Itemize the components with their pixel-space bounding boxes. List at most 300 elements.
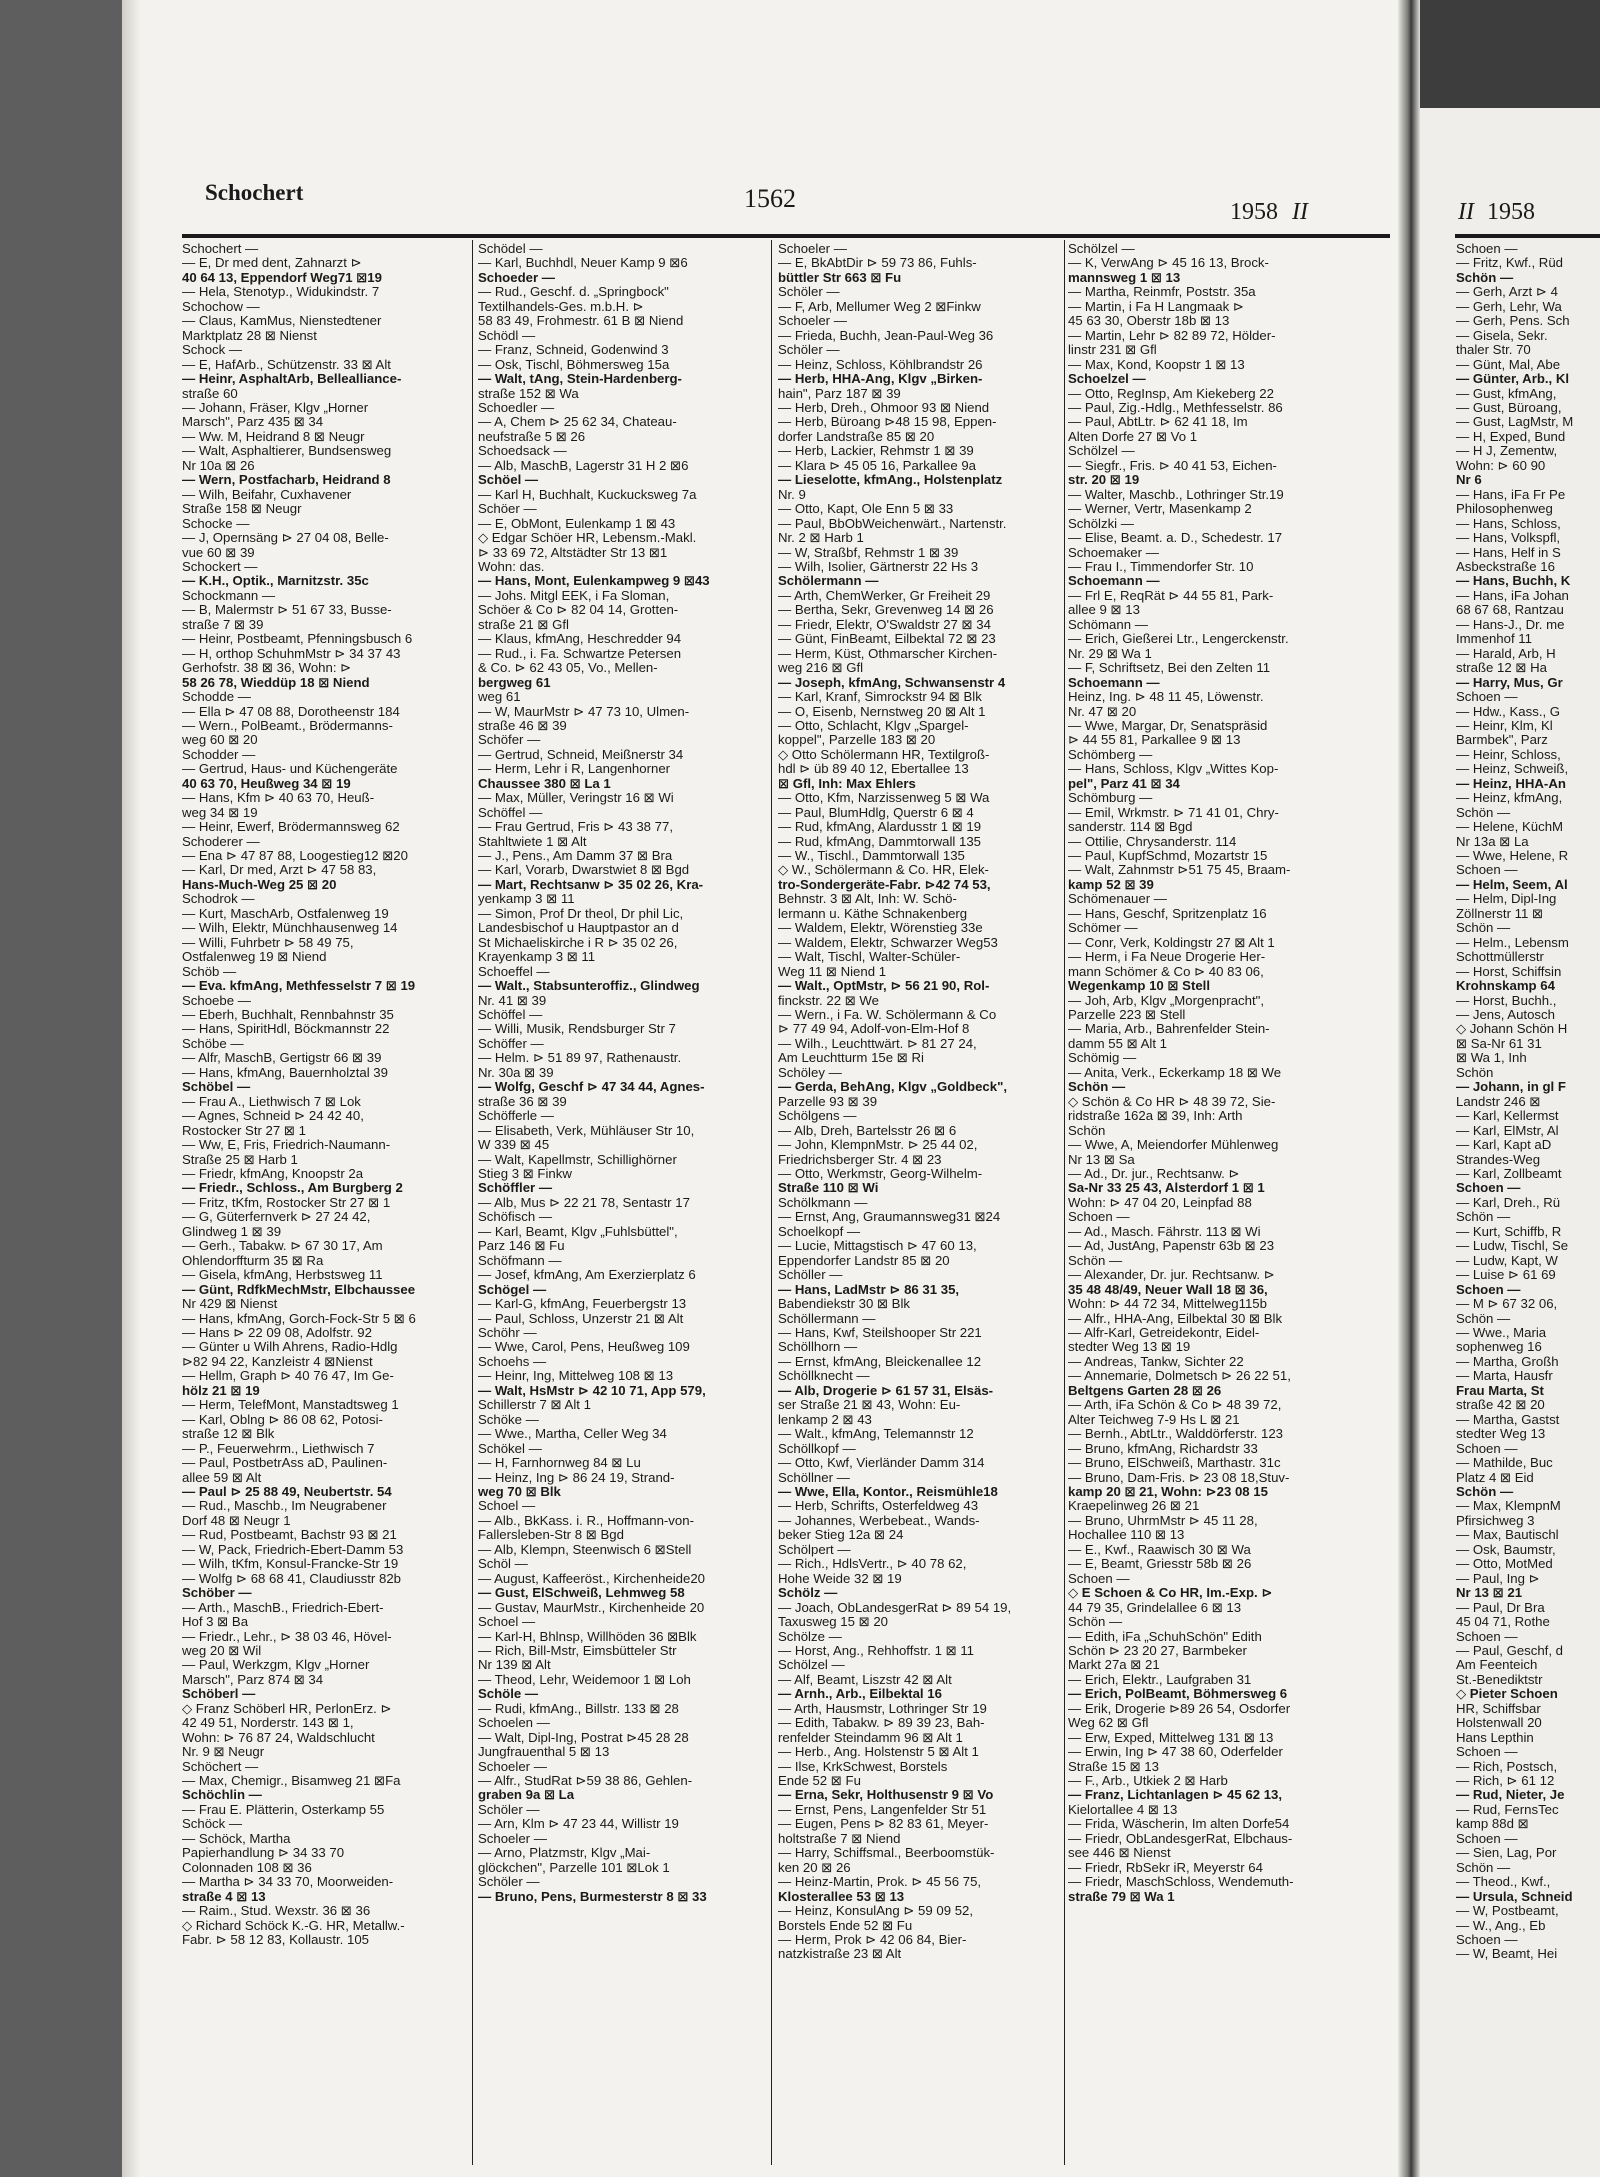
directory-entry-line: Schillerstr 7 ⊠ Alt 1 — [478, 1397, 591, 1413]
directory-entry-line: — Erich, PolBeamt, Böhmersweg 6 — [1068, 1686, 1288, 1702]
directory-entry-line: — Hela, Stenotyp., Widukindstr. 7 — [182, 284, 380, 300]
directory-entry-line: — Harry, Mus, Gr — [1456, 674, 1563, 690]
directory-entry-line: Nr. 47 ⊠ 20 — [1068, 703, 1137, 719]
directory-entry-line: — Waldem, Elektr, Schwarzer Weg53 — [778, 934, 998, 950]
directory-entry-line: — Gust, Büroang, — [1456, 399, 1562, 415]
directory-entry-line: thaler Str. 70 — [1456, 342, 1531, 358]
directory-entry-line: — Gerh, Lehr, Wa — [1456, 298, 1562, 314]
directory-entry-line: — Ww, E, Fris, Friedrich-Naumann- — [182, 1137, 391, 1153]
directory-entry-line: — Karl-H, Bhlnsp, Willhöden 36 ⊠Blk — [478, 1628, 697, 1644]
directory-entry-line: Schoeler — — [778, 242, 847, 256]
directory-entry-line: straße 152 ⊠ Wa — [478, 385, 579, 401]
directory-entry-line: — Gisela, kfmAng, Herbstsweg 11 — [182, 1267, 383, 1283]
directory-entry-line: Beltgens Garten 28 ⊠ 26 — [1068, 1382, 1222, 1398]
directory-entry-line: — Alb, MaschB, Lagerstr 31 H 2 ⊠6 — [478, 457, 689, 473]
directory-entry-line: — Otto, Schlacht, Klgv „Spargel- — [778, 717, 969, 733]
directory-entry-line: — Martha, Großh — [1456, 1353, 1559, 1369]
directory-entry-line: — Paul, Werkzgm, Klgv „Horner — [182, 1657, 370, 1673]
directory-entry-line: — Alfr, MaschB, Gertigstr 66 ⊠ 39 — [182, 1050, 382, 1066]
directory-entry-line: — Wilh, Beifahr, Cuxhavener — [182, 486, 352, 502]
directory-entry-line: — Helm, Dipl-Ing — [1456, 891, 1557, 907]
directory-entry-line: straße 46 ⊠ 39 — [478, 717, 567, 733]
directory-entry-line: — Jens, Autosch — [1456, 1007, 1555, 1023]
directory-entry-line: — Walt, HsMstr ⊳ 42 10 71, App 579, — [478, 1382, 706, 1398]
directory-entry-line: weg 216 ⊠ Gfl — [778, 660, 864, 676]
directory-entry-line: Schölze — — [778, 1628, 842, 1644]
directory-entry-line: — Marta, Hausfr — [1456, 1368, 1553, 1384]
directory-entry-line: — Erwin, Ing ⊳ 47 38 60, Oderfelder — [1068, 1744, 1283, 1760]
directory-entry-line: Stieg 3 ⊠ Finkw — [478, 1166, 572, 1181]
directory-entry-line: Schock — — [182, 342, 243, 358]
directory-entry-line: — Helm., Lebensm — [1456, 934, 1569, 950]
directory-entry-line: — E, Dr med dent, Zahnarzt ⊳ — [182, 255, 362, 271]
directory-entry-line: — Karl, Kapt aD — [1456, 1137, 1552, 1153]
directory-entry-line: 40 63 70, Heußweg 34 ⊠ 19 — [182, 775, 351, 791]
directory-entry-line: vue 60 ⊠ 39 — [182, 544, 255, 560]
directory-entry-line: — Luise ⊳ 61 69 — [1456, 1267, 1556, 1283]
directory-entry-line: — Willi, Musik, Rendsburger Str 7 — [478, 1021, 676, 1037]
directory-entry-line: Schöel — — [478, 472, 539, 488]
directory-entry-line: Schodde — — [182, 689, 251, 705]
directory-entry-line: ⊠ Gfl, Inh: Max Ehlers — [778, 775, 916, 791]
directory-entry-line: — Rud., Maschb., Im Neugrabener — [182, 1498, 387, 1514]
directory-entry-line: straße 36 ⊠ 39 — [478, 1093, 567, 1109]
directory-entry-line: — Hans, iFa Johan — [1456, 587, 1569, 603]
directory-entry-line: — Herb, Schrifts, Osterfeldweg 43 — [778, 1498, 979, 1514]
directory-entry-line: — Günt, Mal, Abe — [1456, 356, 1561, 372]
directory-entry-line: straße 12 ⊠ Blk — [182, 1426, 275, 1442]
directory-entry-line: — Wwe., Martha, Celler Weg 34 — [478, 1426, 667, 1442]
directory-entry-line: yenkamp 3 ⊠ 11 — [478, 891, 575, 907]
directory-entry-line: Schöfer — — [478, 732, 541, 748]
directory-entry-line: — Walt, Zahnmstr ⊳51 75 45, Braam- — [1068, 862, 1291, 878]
directory-entry-line: Textilhandels-Ges. m.b.H. ⊳ — [478, 298, 644, 314]
directory-entry-line: Schöer — — [478, 501, 537, 517]
directory-entry-line: tro-Sondergeräte-Fabr. ⊳42 74 53, — [778, 876, 991, 892]
directory-entry-line: büttler Str 663 ⊠ Fu — [778, 269, 902, 285]
directory-entry-line: — Horst, Buchh., — [1456, 992, 1557, 1008]
directory-entry-line: — Heinr, AsphaltArb, Bellealliance- — [182, 371, 402, 387]
directory-entry-line: Schoemaker — — [1068, 544, 1159, 560]
directory-entry-line: Alter Teichweg 7-9 Hs L ⊠ 21 — [1068, 1411, 1240, 1427]
directory-entry-line: — Hans, iFa Fr Pe — [1456, 486, 1566, 502]
directory-entry-line: — Max, KlempnM — [1456, 1498, 1561, 1514]
directory-entry-line: Schöchert — — [182, 1758, 259, 1774]
directory-entry-line: Fabr. ⊳ 58 12 83, Kollaustr. 105 — [182, 1932, 369, 1948]
directory-entry-line: Wohn: ⊳ 76 87 24, Waldschlucht — [182, 1729, 375, 1745]
directory-entry-line: — Günt, RdfkMechMstr, Elbchaussee — [182, 1281, 416, 1297]
directory-column-3 — [778, 242, 1060, 2167]
directory-entry-line: Friedrichsberger Str. 4 ⊠ 23 — [778, 1151, 942, 1167]
directory-entry-line: Parzelle 223 ⊠ Stell — [1068, 1007, 1186, 1023]
column-divider — [472, 240, 473, 2165]
directory-entry-line: Schöbel — — [182, 1079, 251, 1095]
directory-entry-line: — Gustav, MaurMstr., Kirchenheide 20 — [478, 1599, 705, 1615]
directory-entry-line: Strandes-Weg — [1456, 1151, 1541, 1167]
directory-entry-line: 58 83 49, Frohmestr. 61 B ⊠ Niend — [478, 313, 684, 329]
directory-entry-line: — Bertha, Sekr, Grevenweg 14 ⊠ 26 — [778, 602, 994, 618]
directory-entry-line: — Joseph, kfmAng, Schwansenstr 4 — [778, 674, 1006, 690]
directory-entry-line: — Walt., OptMstr, ⊳ 56 21 90, Rol- — [778, 978, 990, 994]
directory-entry-line: — Raim., Stud. Wexstr. 36 ⊠ 36 — [182, 1903, 371, 1919]
directory-entry-line: — Heinz, Schweiß, — [1456, 761, 1569, 777]
directory-entry-line: — Erw, Exped, Mittelweg 131 ⊠ 13 — [1068, 1729, 1274, 1745]
directory-entry-line: Babendiekstr 30 ⊠ Blk — [778, 1296, 911, 1312]
directory-entry-line: Schöke — — [478, 1411, 539, 1427]
directory-entry-line: — P., Feuerwehrm., Liethwisch 7 — [182, 1440, 375, 1456]
directory-entry-line: straße 21 ⊠ Gfl — [478, 616, 569, 632]
facing-running-head-year: 1958 — [1487, 199, 1535, 225]
directory-entry-line: Schoen — — [1456, 862, 1518, 878]
directory-entry-line: — Helene, KüchM — [1456, 819, 1564, 835]
directory-entry-line: — Claus, KamMus, Nienstedtener — [182, 313, 382, 329]
directory-entry-line: — Walt, Kapellmstr, Schillighörner — [478, 1151, 677, 1167]
directory-entry-line: dorfer Landstraße 85 ⊠ 20 — [778, 428, 935, 444]
directory-entry-line: Hohe Weide 32 ⊠ 19 — [778, 1570, 902, 1586]
directory-entry-line: Schöbe — — [182, 1035, 244, 1051]
directory-entry-line: ⊳ 33 69 72, Altstädter Str 13 ⊠1 — [478, 544, 668, 560]
directory-entry-line: — Hans, SpiritHdl, Böckmannstr 22 — [182, 1021, 390, 1037]
directory-entry-line: ⊠ Wa 1, Inh — [1456, 1050, 1527, 1066]
directory-entry-line: ser Straße 21 ⊠ 43, Wohn: Eu- — [778, 1397, 961, 1413]
directory-entry-line: — Heinr, Ewerf, Brödermannsweg 62 — [182, 819, 400, 835]
directory-entry-line: — J., Pens., Am Damm 37 ⊠ Bra — [478, 848, 673, 864]
directory-entry-line: stedter Weg 13 ⊠ 19 — [1068, 1339, 1191, 1355]
directory-entry-line: Krohnskamp 64 — [1456, 978, 1555, 994]
directory-entry-line: Schömig — — [1068, 1050, 1137, 1066]
directory-entry-line: ◇ W., Schölermann & Co. HR, Elek- — [778, 862, 989, 878]
directory-entry-line: — Waldem, Elektr, Wörenstieg 33e — [778, 920, 983, 936]
directory-entry-line: — Arth, ChemWerker, Gr Freiheit 29 — [778, 587, 991, 603]
directory-entry-line: — Eva. kfmAng, Methfesselstr 7 ⊠ 19 — [182, 978, 416, 994]
directory-entry-line: — Bruno, ElSchweiß, Marthastr. 31c — [1068, 1455, 1281, 1471]
directory-entry-line: — W, Straßbf, Rehmstr 1 ⊠ 39 — [778, 544, 959, 560]
directory-entry-line: Schöck — — [182, 1816, 243, 1832]
directory-entry-line: — Johann, in gl F — [1456, 1079, 1566, 1095]
directory-entry-line: — Arth., MaschB., Friedrich-Ebert- — [182, 1599, 384, 1615]
directory-entry-line: Schoeder — — [478, 269, 555, 285]
directory-entry-line: — Rud, Postbeamt, Bachstr 93 ⊠ 21 — [182, 1527, 397, 1543]
directory-entry-line: Schoen — — [1456, 1628, 1518, 1644]
directory-entry-line: Schöle — — [478, 1686, 539, 1702]
directory-entry-line: Schoen — — [1456, 242, 1518, 256]
directory-entry-line: — Max, Müller, Veringstr 16 ⊠ Wi — [478, 790, 674, 806]
directory-entry-line: Schoelzel — — [1068, 371, 1146, 387]
directory-entry-line: Nr 429 ⊠ Nienst — [182, 1296, 278, 1312]
directory-entry-line: — Paul, BbObWeichenwärt., Nartenstr. — [778, 515, 1007, 531]
directory-entry-line: — K.H., Optik., Marnitzstr. 35c — [182, 573, 369, 589]
directory-entry-line: Am Feenteich — [1456, 1657, 1538, 1673]
directory-entry-line: — Erik, Drogerie ⊳89 26 54, Osdorfer — [1068, 1700, 1291, 1716]
directory-entry-line: Borstels Ende 52 ⊠ Fu — [778, 1917, 913, 1933]
directory-entry-line: kamp 88d ⊠ — [1456, 1816, 1529, 1832]
directory-entry-line: Hans Lepthin — [1456, 1729, 1534, 1745]
directory-entry-line: — Karl, Kranf, Simrockstr 94 ⊠ Blk — [778, 689, 982, 705]
directory-entry-line: — Heinr, Postbeamt, Pfenningsbusch 6 — [182, 631, 413, 647]
directory-entry-line: — Ernst, Ang, Graumannsweg31 ⊠24 — [778, 1209, 1001, 1225]
directory-entry-line: St Michaeliskirche i R ⊳ 35 02 26, — [478, 934, 678, 950]
directory-entry-line: — Joach, ObLandesgerRat ⊳ 89 54 19, — [778, 1599, 1012, 1615]
directory-entry-line: — K, VerwAng ⊳ 45 16 13, Brock- — [1068, 255, 1269, 271]
directory-entry-line: — Gisela, Sekr. — [1456, 327, 1548, 343]
directory-entry-line: — Alfr., HHA-Ang, Eilbektal 30 ⊠ Blk — [1068, 1310, 1283, 1326]
directory-entry-line: — Günter, Arb., Kl — [1456, 371, 1570, 387]
directory-entry-line: — Arno, Platzmstr, Klgv „Mai- — [478, 1845, 651, 1861]
directory-entry-line: — Joh, Arb, Klgv „Morgenpracht", — [1068, 992, 1264, 1008]
directory-entry-line: Schöchlin — — [182, 1787, 262, 1803]
directory-entry-line: — Frida, Wäscherin, Im alten Dorfe54 — [1068, 1816, 1290, 1832]
directory-entry-line: — Gerh, Arzt ⊳ 4 — [1456, 284, 1558, 300]
directory-entry-line: — F., Arb., Utkiek 2 ⊠ Harb — [1068, 1773, 1228, 1789]
directory-entry-line: weg 20 ⊠ Wil — [182, 1642, 262, 1658]
directory-entry-line: — Karl, Dreh., Rü — [1456, 1194, 1561, 1210]
directory-entry-line: — Rud, Nieter, Je — [1456, 1787, 1565, 1803]
directory-entry-line: — Hans, Schloss, — [1456, 515, 1561, 531]
directory-entry-line: Schön — — [1456, 1859, 1511, 1875]
directory-entry-line: — Ernst, Pens, Langenfelder Str 51 — [778, 1801, 987, 1817]
directory-entry-line: — W, Postbeamt, — [1456, 1903, 1559, 1919]
directory-entry-line: — Hans, Buchh, K — [1456, 573, 1571, 589]
directory-entry-line: — Arnh., Arb., Eilbektal 16 — [778, 1686, 942, 1702]
directory-entry-line: — Herm, Lehr i R, Langenhorner — [478, 761, 671, 777]
column-divider — [1064, 240, 1065, 2165]
directory-entry-line: — Herb, Büroang ⊳48 15 98, Eppen- — [778, 414, 997, 430]
directory-entry-line: — Heinr, Ing, Mittelweg 108 ⊠ 13 — [478, 1368, 674, 1384]
directory-entry-line: Schoedsack — — [478, 443, 567, 459]
directory-entry-line: Schockert — — [182, 558, 258, 574]
directory-entry-line: — Sien, Lag, Por — [1456, 1845, 1557, 1861]
directory-entry-line: — Bruno, Pens, Burmesterstr 8 ⊠ 33 — [478, 1888, 707, 1904]
directory-entry-line: — August, Kaffeeröst., Kirchenheide20 — [478, 1570, 706, 1586]
directory-entry-line: Wegenkamp 10 ⊠ Stell — [1068, 978, 1210, 994]
directory-entry-line: Schön — — [1068, 1614, 1123, 1630]
directory-entry-line: — B, Malermstr ⊳ 51 67 33, Busse- — [182, 602, 392, 618]
facing-directory-column — [1456, 242, 1600, 2167]
directory-entry-line: ⊳ 77 49 94, Adolf-von-Elm-Hof 8 — [778, 1021, 970, 1037]
directory-entry-line: Schöer & Co ⊳ 82 04 14, Grotten- — [478, 602, 679, 618]
directory-entry-line: — Wwe, A, Meiendorfer Mühlenweg — [1068, 1137, 1279, 1153]
directory-entry-line: — Hans, Volkspfl, — [1456, 530, 1561, 546]
directory-entry-line: Dorf 48 ⊠ Neugr 1 — [182, 1512, 291, 1528]
directory-entry-line: — W, MaurMstr ⊳ 47 73 10, Ulmen- — [478, 703, 690, 719]
directory-entry-line: — Maria, Arb., Bahrenfelder Stein- — [1068, 1021, 1270, 1037]
directory-entry-line: — W, Beamt, Hei — [1456, 1946, 1558, 1962]
directory-entry-line: — Karl, Dr med, Arzt ⊳ 47 58 83, — [182, 862, 377, 878]
directory-entry-line: — Frau E. Plätterin, Osterkamp 55 — [182, 1801, 385, 1817]
directory-entry-line: — Agnes, Schneid ⊳ 24 42 40, — [182, 1108, 364, 1124]
directory-entry-line: — Ad., Dr. jur., Rechtsanw. ⊳ — [1068, 1166, 1240, 1181]
directory-entry-line: Schoderer — — [182, 833, 260, 849]
directory-entry-line: Zöllnerstr 11 ⊠ — [1456, 905, 1544, 921]
directory-entry-line: Schön — — [1068, 1079, 1126, 1095]
directory-entry-line: 35 48 48/49, Neuer Wall 18 ⊠ 36, — [1068, 1281, 1268, 1297]
directory-entry-line: — Martin, Lehr ⊳ 82 89 72, Hölder- — [1068, 327, 1276, 343]
directory-entry-line: Schömann — — [1068, 616, 1148, 632]
directory-entry-line: — Heinz-Martin, Prok. ⊳ 45 56 75, — [778, 1874, 982, 1890]
directory-entry-line: — Max, Bautischl — [1456, 1527, 1559, 1543]
directory-entry-line: Ohlendorffturm 35 ⊠ Ra — [182, 1252, 324, 1268]
directory-entry-line: — Alfr-Karl, Getreidekontr, Eidel- — [1068, 1324, 1260, 1340]
directory-entry-line: — Anita, Verk., Eckerkamp 18 ⊠ We — [1068, 1064, 1282, 1080]
directory-entry-line: — Andreas, Tankw, Sichter 22 — [1068, 1353, 1244, 1369]
directory-entry-line: Straße 110 ⊠ Wi — [778, 1180, 879, 1196]
directory-entry-line: — Paul, BlumHdlg, Querstr 6 ⊠ 4 — [778, 804, 974, 820]
directory-entry-line: Ostfalenweg 19 ⊠ Niend — [182, 949, 327, 965]
directory-entry-line: Frau Marta, St — [1456, 1382, 1544, 1398]
directory-entry-line: — Eugen, Pens ⊳ 82 83 61, Meyer- — [778, 1816, 989, 1832]
directory-entry-line: Glindweg 1 ⊠ 39 — [182, 1223, 282, 1239]
directory-entry-line: — Helm, Seem, Al — [1456, 876, 1568, 892]
directory-entry-line: Schöffer — — [478, 1035, 544, 1051]
directory-entry-line: Platz 4 ⊠ Eid — [1456, 1469, 1534, 1485]
directory-entry-line: — Kurt, Schiffb, R — [1456, 1223, 1562, 1239]
directory-entry-line: — Wwe, Margar, Dr, Senatspräsid — [1068, 717, 1268, 733]
directory-entry-line: — Hans ⊳ 22 09 08, Adolfstr. 92 — [182, 1324, 372, 1340]
directory-entry-line: — Martha, Gastst — [1456, 1411, 1560, 1427]
directory-entry-line: Stahltwiete 1 ⊠ Alt — [478, 833, 587, 849]
directory-entry-line: — Johann, Fräser, Klgv „Horner — [182, 399, 369, 415]
directory-entry-line: Schoen — — [1456, 1932, 1518, 1948]
directory-entry-line: — Alb., BkKass. i. R., Hoffmann-von- — [478, 1512, 694, 1528]
directory-entry-line: — J, Opernsäng ⊳ 27 04 08, Belle- — [182, 530, 389, 546]
directory-entry-line: — Ad, JustAng, Papenstr 63b ⊠ 23 — [1068, 1238, 1275, 1254]
directory-entry-line: — Herb, Lackier, Rehmstr 1 ⊠ 39 — [778, 443, 974, 459]
directory-entry-line: graben 9a ⊠ La — [478, 1787, 575, 1803]
directory-entry-line: Schön ⊳ 23 20 27, Barmbeker — [1068, 1642, 1247, 1658]
directory-entry-line: — H, Farnhornweg 84 ⊠ Lu — [478, 1455, 641, 1471]
directory-entry-line: Hochallee 110 ⊠ 13 — [1068, 1527, 1185, 1543]
directory-entry-line: — John, KlempnMstr. ⊳ 25 44 02, — [778, 1137, 978, 1153]
directory-entry-line: — Franz, Schneid, Godenwind 3 — [478, 342, 669, 358]
directory-entry-line: — Günt, FinBeamt, Eilbektal 72 ⊠ 23 — [778, 631, 996, 647]
directory-entry-line: Schölzel — — [1068, 443, 1135, 459]
directory-entry-line: — Walt, tAng, Stein-Hardenberg- — [478, 371, 682, 387]
directory-entry-line: — Martha, Reinmfr, Poststr. 35a — [1068, 284, 1256, 300]
directory-entry-line: Nr 13a ⊠ La — [1456, 833, 1529, 849]
directory-entry-line: — Wwe, Carol, Pens, Heußweg 109 — [478, 1339, 690, 1355]
directory-entry-line: Ende 52 ⊠ Fu — [778, 1773, 861, 1789]
directory-entry-line: — Rud, kfmAng, Alardusstr 1 ⊠ 19 — [778, 819, 982, 835]
directory-entry-line: — Heinz, Ing ⊳ 86 24 19, Strand- — [478, 1469, 675, 1485]
directory-entry-line: Nr. 2 ⊠ Harb 1 — [778, 530, 864, 546]
directory-entry-line: — Arn, Klm ⊳ 47 23 44, Willistr 19 — [478, 1816, 679, 1832]
directory-entry-line: — Karl, Zollbeamt — [1456, 1166, 1562, 1181]
directory-entry-line: neufstraße 5 ⊠ 26 — [478, 428, 586, 444]
directory-entry-line: — Otto, Kwf, Vierländer Damm 314 — [778, 1455, 985, 1471]
directory-entry-line: 40 64 13, Eppendorf Weg71 ⊠19 — [182, 269, 382, 285]
directory-entry-line: allee 9 ⊠ 13 — [1068, 602, 1140, 618]
directory-entry-line: — Rud., i. Fa. Schwartze Petersen — [478, 645, 682, 661]
directory-entry-line: — H, orthop SchuhmMstr ⊳ 34 37 43 — [182, 645, 401, 661]
directory-entry-line: linstr 231 ⊠ Gfl — [1068, 342, 1157, 358]
directory-entry-line: — Fritz, tKfm, Rostocker Str 27 ⊠ 1 — [182, 1194, 391, 1210]
directory-entry-line: — Horst, Schiffsin — [1456, 963, 1562, 979]
directory-entry-line: — Ad., Masch. Fährstr. 113 ⊠ Wi — [1068, 1223, 1261, 1239]
directory-entry-line: — Wilh., Leuchttwärt. ⊳ 81 27 24, — [778, 1035, 977, 1051]
directory-entry-line: — Osk, Baumstr, — [1456, 1541, 1556, 1557]
directory-entry-line: Schöllermann — — [778, 1310, 876, 1326]
directory-entry-line: — Paul, Schloss, Unzerstr 21 ⊠ Alt — [478, 1310, 684, 1326]
directory-entry-line: Hof 3 ⊠ Ba — [182, 1614, 249, 1630]
directory-entry-line: — Friedr, kfmAng, Knoopstr 2a — [182, 1166, 364, 1181]
directory-entry-line: straße 79 ⊠ Wa 1 — [1068, 1888, 1175, 1904]
directory-entry-line: — G, Güterfernverk ⊳ 27 24 42, — [182, 1209, 371, 1225]
directory-entry-line: — Ludw, Tischl, Se — [1456, 1238, 1569, 1254]
directory-entry-line: — Fritz, Kwf., Rüd — [1456, 255, 1563, 271]
directory-entry-line: mann Schömer & Co ⊳ 40 83 06, — [1068, 963, 1264, 979]
directory-entry-line: — Otto, Kapt, Ole Enn 5 ⊠ 33 — [778, 501, 954, 517]
directory-entry-line: — Theod., Kwf., — [1456, 1874, 1551, 1890]
directory-entry-line: Schoelkopf — — [778, 1223, 861, 1239]
directory-entry-line: Schöler — — [778, 342, 840, 358]
directory-entry-line: — Gerh., Tabakw. ⊳ 67 30 17, Am — [182, 1238, 383, 1254]
directory-entry-line: — Heinz, Schloss, Köhlbrandstr 26 — [778, 356, 983, 372]
running-head-year: 1958 — [1230, 199, 1278, 225]
directory-entry-line: hölz 21 ⊠ 19 — [182, 1382, 260, 1398]
directory-entry-line: — Frieda, Buchh, Jean-Paul-Weg 36 — [778, 327, 994, 343]
book-gutter — [1398, 0, 1420, 2177]
directory-entry-line: glöckchen", Parzelle 101 ⊠Lok 1 — [478, 1859, 670, 1875]
directory-entry-line: Schömer — — [1068, 920, 1138, 936]
directory-entry-line: Schoebe — — [182, 992, 251, 1008]
directory-entry-line: bergweg 61 — [478, 674, 551, 690]
directory-entry-line: — Edith, iFa „SchuhSchön" Edith — [1068, 1628, 1262, 1644]
directory-entry-line: — Gerh, Pens. Sch — [1456, 313, 1570, 329]
directory-entry-line: kamp 52 ⊠ 39 — [1068, 876, 1154, 892]
directory-entry-line: — Wwe., Maria — [1456, 1324, 1547, 1340]
directory-entry-line: — Paul ⊳ 25 88 49, Neubertstr. 54 — [182, 1483, 392, 1499]
directory-entry-line: — Friedr., Schloss., Am Burgberg 2 — [182, 1180, 403, 1196]
directory-entry-line: — Herm, TelefMont, Manstadtsweg 1 — [182, 1397, 399, 1413]
directory-entry-line: ◇ Edgar Schöer HR, Lebensm.-Makl. — [478, 530, 697, 546]
directory-entry-line: Holstenwall 20 — [1456, 1715, 1542, 1731]
directory-entry-line: Schoel — — [478, 1614, 536, 1630]
directory-entry-line: natzkistraße 23 ⊠ Alt — [778, 1946, 902, 1962]
directory-entry-line: 45 63 30, Oberstr 18b ⊠ 13 — [1068, 313, 1230, 329]
directory-entry-line: — Karl, Oblng ⊳ 86 08 62, Potosi- — [182, 1411, 383, 1427]
directory-entry-line: Pfirsichweg 3 — [1456, 1512, 1535, 1528]
facing-header-rule — [1455, 234, 1600, 238]
directory-entry-line: — Paul, Zig.-Hdlg., Methfesselstr. 86 — [1068, 399, 1283, 415]
directory-entry-line: — Otto, Kfm, Narzissenweg 5 ⊠ Wa — [778, 790, 990, 806]
directory-entry-line: Schölpert — — [778, 1541, 851, 1557]
directory-entry-line: — Wwe, Helene, R — [1456, 848, 1569, 864]
directory-entry-line: Gerhofstr. 38 ⊠ 36, Wohn: ⊳ — [182, 660, 352, 676]
directory-entry-line: — Walt, Asphaltierer, Bundsensweg — [182, 443, 392, 459]
directory-entry-line: stedter Weg 13 — [1456, 1426, 1546, 1442]
directory-entry-line: Schocke — — [182, 515, 250, 531]
directory-entry-line: Wohn: das. — [478, 558, 545, 574]
directory-entry-line: sophenweg 16 — [1456, 1339, 1542, 1355]
directory-entry-line: — Wilh, tKfm, Konsul-Francke-Str 19 — [182, 1556, 399, 1572]
directory-entry-line: — Walt., kfmAng, Telemannstr 12 — [778, 1426, 974, 1442]
directory-entry-line: Schottmüllerstr — [1456, 949, 1544, 965]
directory-entry-line: Am Leuchtturm 15e ⊠ Ri — [778, 1050, 924, 1066]
directory-entry-line: Schölz — — [778, 1585, 838, 1601]
directory-entry-line: Nr. 29 ⊠ Wa 1 — [1068, 645, 1152, 661]
directory-entry-line: 44 79 35, Grindelallee 6 ⊠ 13 — [1068, 1599, 1242, 1615]
directory-entry-line: — Heinr, Klm, Kl — [1456, 717, 1553, 733]
directory-entry-line: — Gertrud, Schneid, Meißnerstr 34 — [478, 746, 684, 762]
directory-entry-line: — Ottilie, Chrysanderstr. 114 — [1068, 833, 1237, 849]
directory-entry-line: Straße 158 ⊠ Neugr — [182, 501, 302, 517]
directory-entry-line: allee 59 ⊠ Alt — [182, 1469, 262, 1485]
directory-entry-line: Schön — — [1068, 1252, 1123, 1268]
directory-entry-line: Papierhandlung ⊳ 34 33 70 — [182, 1845, 345, 1861]
directory-entry-line: Schölzel — — [1068, 242, 1135, 256]
directory-entry-line: — Mathilde, Buc — [1456, 1455, 1553, 1471]
directory-entry-line: 45 04 71, Rothe — [1456, 1614, 1550, 1630]
